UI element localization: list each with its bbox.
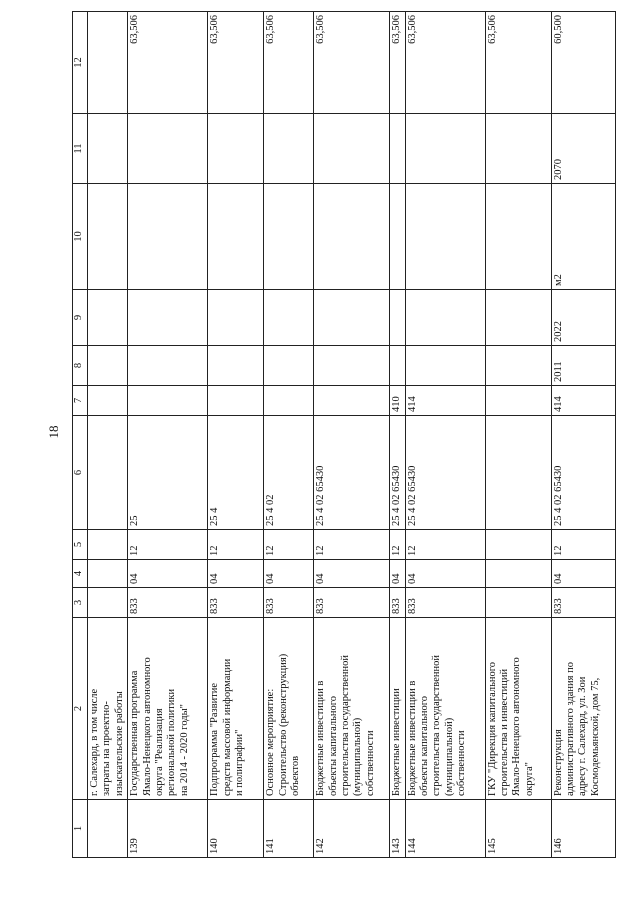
table-cell-col-10 bbox=[405, 184, 485, 290]
table-cell-col-7 bbox=[208, 386, 264, 416]
table-row bbox=[405, 12, 485, 858]
page-number: 18 bbox=[46, 425, 61, 439]
table-row bbox=[485, 12, 551, 858]
table-cell-col-2: Бюджетные инвестиции в объекты капитального строительства государственной (муниципальной) собственности bbox=[314, 618, 390, 800]
table-cell-col-11 bbox=[264, 114, 314, 184]
table-cell-col-3: 833 bbox=[390, 588, 405, 618]
table-cell-col-2: г. Салехард, в том числе затраты на проектно- изыскательские работы bbox=[88, 618, 128, 800]
table-cell-col-10: м2 bbox=[551, 184, 615, 290]
table-cell-col-6: 25 4 02 65430 bbox=[390, 416, 405, 530]
table-cell-col-11 bbox=[128, 114, 208, 184]
table-cell-col-8 bbox=[314, 346, 390, 386]
table-cell-col-8 bbox=[405, 346, 485, 386]
table-cell-col-7 bbox=[485, 386, 551, 416]
table-cell-col-10 bbox=[390, 184, 405, 290]
table-cell-col-10 bbox=[485, 184, 551, 290]
table-cell-col-6: 25 4 bbox=[208, 416, 264, 530]
table-cell-col-9 bbox=[405, 290, 485, 346]
table-cell-col-8 bbox=[88, 346, 128, 386]
table-cell-col-12: 63,506 bbox=[128, 12, 208, 114]
table-cell-col-6 bbox=[88, 416, 128, 530]
column-header: 9 bbox=[73, 290, 88, 346]
column-header: 6 bbox=[73, 416, 88, 530]
table-cell-col-11: 2070 bbox=[551, 114, 615, 184]
table-cell-col-6: 25 bbox=[128, 416, 208, 530]
table-cell-col-5: 12 bbox=[314, 530, 390, 560]
table-cell-col-9: 2022 bbox=[551, 290, 615, 346]
table-cell-col-4: 04 bbox=[390, 560, 405, 588]
column-header: 8 bbox=[73, 346, 88, 386]
table-cell-col-5: 12 bbox=[405, 530, 485, 560]
table-cell-col-9 bbox=[485, 290, 551, 346]
table-cell-col-5: 12 bbox=[390, 530, 405, 560]
column-header: 10 bbox=[73, 184, 88, 290]
table-cell-col-3 bbox=[485, 588, 551, 618]
table-cell-col-6: 25 4 02 65430 bbox=[314, 416, 390, 530]
table-cell-col-12: 63,506 bbox=[485, 12, 551, 114]
table-cell-col-3: 833 bbox=[128, 588, 208, 618]
table-cell-col-9 bbox=[128, 290, 208, 346]
column-header: 7 bbox=[73, 386, 88, 416]
table-cell-col-12: 63,506 bbox=[405, 12, 485, 114]
table-cell-col-11 bbox=[88, 114, 128, 184]
table-cell-col-3: 833 bbox=[314, 588, 390, 618]
table-cell-col-5 bbox=[88, 530, 128, 560]
table-cell-col-12: 63,506 bbox=[264, 12, 314, 114]
document-table-area bbox=[72, 12, 601, 858]
table-cell-col-7 bbox=[264, 386, 314, 416]
table-row bbox=[390, 12, 405, 858]
table-cell-col-11 bbox=[390, 114, 405, 184]
table-cell-col-7 bbox=[88, 386, 128, 416]
table-cell-col-5: 12 bbox=[128, 530, 208, 560]
table-cell-col-5: 12 bbox=[551, 530, 615, 560]
table-cell-col-2: ГКУ "Дирекция капитального строительства и инвестиций Ямало-Ненецкого автономного округа" bbox=[485, 618, 551, 800]
table-cell-col-1: 141 bbox=[264, 800, 314, 858]
table-cell-col-1: 140 bbox=[208, 800, 264, 858]
column-header: 5 bbox=[73, 530, 88, 560]
table-cell-col-4: 04 bbox=[264, 560, 314, 588]
table-cell-col-7: 414 bbox=[405, 386, 485, 416]
table-row bbox=[88, 12, 128, 858]
table-cell-col-3: 833 bbox=[208, 588, 264, 618]
column-header: 11 bbox=[73, 114, 88, 184]
table-cell-col-5: 12 bbox=[264, 530, 314, 560]
table-cell-col-8: 2011 bbox=[551, 346, 615, 386]
table-cell-col-7: 410 bbox=[390, 386, 405, 416]
table-cell-col-11 bbox=[314, 114, 390, 184]
table-cell-col-11 bbox=[208, 114, 264, 184]
table-cell-col-10 bbox=[264, 184, 314, 290]
table-cell-col-1: 146 bbox=[551, 800, 615, 858]
table-cell-col-2: Государственная программа Ямало-Ненецкого автономного округа "Реализация региональной политики на 2014 - 2020 годы" bbox=[128, 618, 208, 800]
column-header: 3 bbox=[73, 588, 88, 618]
table-cell-col-9 bbox=[390, 290, 405, 346]
table-row bbox=[264, 12, 314, 858]
table-cell-col-2: Бюджетные инвестиции bbox=[390, 618, 405, 800]
table-cell-col-9 bbox=[314, 290, 390, 346]
table-cell-col-3 bbox=[88, 588, 128, 618]
table-cell-col-4 bbox=[485, 560, 551, 588]
table-cell-col-8 bbox=[485, 346, 551, 386]
table-cell-col-12: 63,506 bbox=[314, 12, 390, 114]
table-cell-col-12: 60,500 bbox=[551, 12, 615, 114]
table-row bbox=[128, 12, 208, 858]
table-cell-col-8 bbox=[208, 346, 264, 386]
table-cell-col-4: 04 bbox=[405, 560, 485, 588]
table-cell-col-8 bbox=[128, 346, 208, 386]
table-cell-col-1 bbox=[88, 800, 128, 858]
table-cell-col-12: 63,506 bbox=[390, 12, 405, 114]
table-cell-col-8 bbox=[264, 346, 314, 386]
table-cell-col-11 bbox=[405, 114, 485, 184]
table-cell-col-6: 25 4 02 65430 bbox=[405, 416, 485, 530]
table-cell-col-12 bbox=[88, 12, 128, 114]
table-cell-col-11 bbox=[485, 114, 551, 184]
table-cell-col-5 bbox=[485, 530, 551, 560]
table-cell-col-2: Подпрограмма "Развитие средств массовой информации и полиграфии" bbox=[208, 618, 264, 800]
table-cell-col-3: 833 bbox=[551, 588, 615, 618]
table-cell-col-1: 139 bbox=[128, 800, 208, 858]
table-cell-col-1: 142 bbox=[314, 800, 390, 858]
column-header: 2 bbox=[73, 618, 88, 800]
table-cell-col-7 bbox=[314, 386, 390, 416]
table-cell-col-4: 04 bbox=[208, 560, 264, 588]
table-cell-col-1: 145 bbox=[485, 800, 551, 858]
table-cell-col-10 bbox=[88, 184, 128, 290]
table-cell-col-4 bbox=[88, 560, 128, 588]
column-header: 12 bbox=[73, 12, 88, 114]
table-cell-col-5: 12 bbox=[208, 530, 264, 560]
table-row bbox=[208, 12, 264, 858]
column-header: 4 bbox=[73, 560, 88, 588]
table-cell-col-8 bbox=[390, 346, 405, 386]
table-cell-col-7: 414 bbox=[551, 386, 615, 416]
table-header-row bbox=[73, 12, 88, 858]
table-cell-col-3: 833 bbox=[405, 588, 485, 618]
table-cell-col-1: 143 bbox=[390, 800, 405, 858]
table-row bbox=[314, 12, 390, 858]
table-cell-col-9 bbox=[264, 290, 314, 346]
table-cell-col-4: 04 bbox=[314, 560, 390, 588]
table-cell-col-3: 833 bbox=[264, 588, 314, 618]
table-cell-col-10 bbox=[314, 184, 390, 290]
budget-table bbox=[72, 11, 616, 858]
table-cell-col-2: Основное мероприятие: Строительство (реконструкция) объектов bbox=[264, 618, 314, 800]
table-cell-col-1: 144 bbox=[405, 800, 485, 858]
table-cell-col-12: 63,506 bbox=[208, 12, 264, 114]
table-cell-col-6: 25 4 02 bbox=[264, 416, 314, 530]
table-cell-col-6 bbox=[485, 416, 551, 530]
table-cell-col-9 bbox=[208, 290, 264, 346]
table-cell-col-7 bbox=[128, 386, 208, 416]
table-cell-col-10 bbox=[208, 184, 264, 290]
table-cell-col-10 bbox=[128, 184, 208, 290]
table-cell-col-9 bbox=[88, 290, 128, 346]
column-header: 1 bbox=[73, 800, 88, 858]
table-cell-col-2: Бюджетные инвестиции в объекты капитального строительства государственной (муниципальной) собственности bbox=[405, 618, 485, 800]
table-cell-col-2: Реконструкция административного здания по адресу г. Салехард, ул. Зои Космодемьянской, дом 75, bbox=[551, 618, 615, 800]
table-row bbox=[551, 12, 615, 858]
table-cell-col-6: 25 4 02 65430 bbox=[551, 416, 615, 530]
table-cell-col-4: 04 bbox=[128, 560, 208, 588]
table-cell-col-4: 04 bbox=[551, 560, 615, 588]
